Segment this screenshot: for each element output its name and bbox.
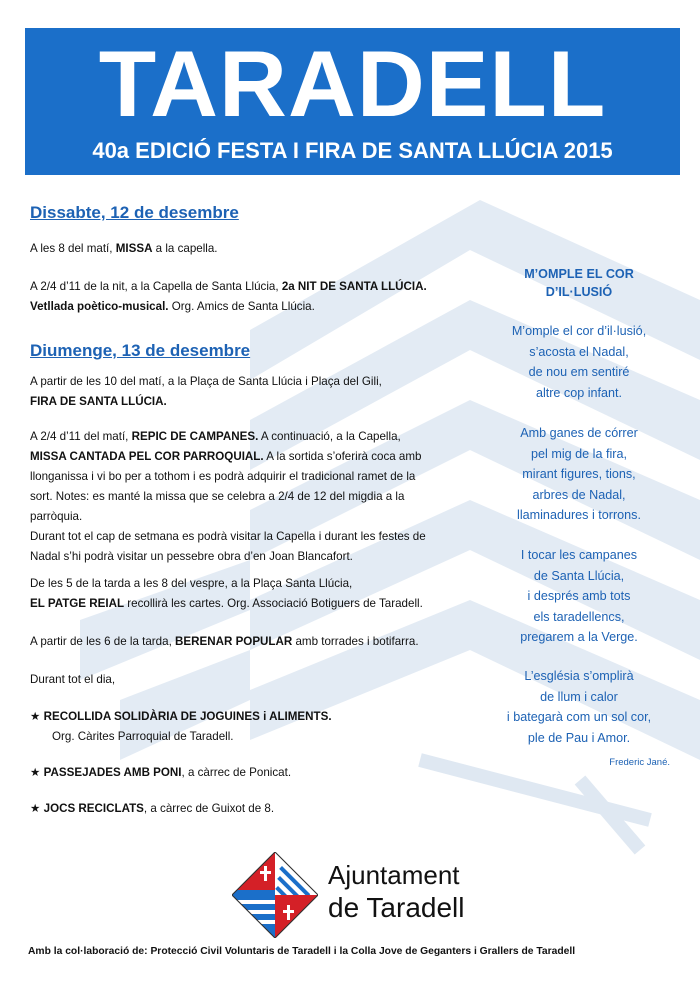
text: recollirà les cartes. Org. Associació Botiguers de Taradell. xyxy=(124,597,423,610)
text: llonganissa i vi bo per a tothom i es podrà adquirir el tradicional ramet de la xyxy=(30,470,416,483)
poem-line: M’omple el cor d’il·lusió, xyxy=(511,324,647,338)
logo-line-1: Ajuntament xyxy=(328,860,460,890)
bold-text: MISSA CANTADA PEL COR PARROQUIAL. xyxy=(30,450,264,463)
poem-line: Amb ganes de córrer xyxy=(520,426,638,440)
poem-line: els taradellencs, xyxy=(533,609,625,624)
poem-line: ple de Pau i Amor. xyxy=(527,730,631,745)
list-item xyxy=(30,707,332,747)
text: amb torrades i botifarra. xyxy=(292,635,419,648)
text: Nadal s’hi podrà visitar un pessebre obra d’en Joan Blancafort. xyxy=(30,550,353,563)
bold-text: PASSEJADES AMB PONI xyxy=(43,766,182,779)
poem-line: s’acosta el Nadal, xyxy=(529,344,629,359)
text: A continuació, a la Capella, xyxy=(258,430,401,443)
star-icon: ★ xyxy=(30,766,41,779)
poem-line: arbres de Nadal, xyxy=(532,487,626,502)
list-item xyxy=(30,763,291,783)
text: A 2/4 d’11 de la nit, a la Capella de Santa Llúcia, xyxy=(30,280,282,293)
sunday-heading: Diumenge, 13 de desembre xyxy=(30,341,251,360)
bold-text: REPIC DE CAMPANES. xyxy=(131,430,259,443)
poem-line: de nou em sentiré xyxy=(528,365,630,380)
text: A partir de les 6 de la tarda, xyxy=(30,635,176,648)
saturday-night xyxy=(30,277,495,317)
poem-line: i després amb tots xyxy=(527,589,631,604)
text: sort. Notes: es manté la missa que se celebra a 2/4 de 12 del migdia a la xyxy=(30,490,405,503)
poem-stanza-3 xyxy=(484,545,674,648)
logo-line-2: de Taradell xyxy=(328,892,465,923)
text: a la capella. xyxy=(152,242,218,255)
poem-stanza-2 xyxy=(484,423,674,526)
text: A la sortida s’oferirà coca amb xyxy=(263,450,422,463)
text: De les 5 de la tarda a les 8 del vespre, a la Plaça Santa Llúcia, xyxy=(30,577,353,590)
text: parròquia. xyxy=(30,510,83,523)
poem-title xyxy=(484,265,674,301)
poem-stanza-4 xyxy=(484,666,674,748)
text: , a càrrec de Ponicat. xyxy=(181,766,292,779)
list-item xyxy=(30,799,274,819)
bold-text: 2a NIT DE SANTA LLÚCIA. xyxy=(281,280,427,293)
bold-text: JOCS RECICLATS xyxy=(43,802,144,815)
poem-author: Frederic Jané. xyxy=(609,757,670,768)
text: M’OMPLE EL COR xyxy=(524,267,634,281)
text: Durant tot el cap de setmana es podrà visitar la Capella i durant les festes de xyxy=(30,530,426,543)
text: , a càrrec de Guixot de 8. xyxy=(143,802,275,815)
text: A les 8 del matí, xyxy=(30,242,116,255)
sunday-patge xyxy=(30,574,495,614)
text: D’IL·LUSIÓ xyxy=(545,285,613,299)
star-icon: ★ xyxy=(30,802,41,815)
page-subtitle: 40a EDICIÓ FESTA I FIRA DE SANTA LLÚCIA 2015 xyxy=(92,138,613,163)
page-title: TARADELL xyxy=(98,31,607,136)
poem-stanza-1 xyxy=(484,321,674,403)
bold-text: BERENAR POPULAR xyxy=(175,635,293,648)
poem-line: de Santa Llúcia, xyxy=(533,568,625,583)
bold-text: MISSA xyxy=(115,242,153,255)
bold-text: EL PATGE REIAL xyxy=(30,597,125,610)
poem-line: altre cop infant. xyxy=(535,385,623,400)
poem-line: llaminadures i torrons. xyxy=(517,508,641,523)
text: Org. Càrites Parroquial de Taradell. xyxy=(52,730,234,743)
sunday-fair xyxy=(30,372,495,412)
sunday-berenar xyxy=(30,632,495,652)
bold-text: Vetllada poètico-musical. xyxy=(30,300,169,313)
sunday-all-day: Durant tot el dia, xyxy=(30,673,116,686)
sunday-mass xyxy=(30,427,495,567)
bold-text: FIRA DE SANTA LLÚCIA. xyxy=(30,395,167,408)
text: Org. Amics de Santa Llúcia. xyxy=(168,300,315,313)
saturday-heading: Dissabte, 12 de desembre xyxy=(30,203,239,222)
poem-line: I tocar les campanes xyxy=(520,548,638,562)
text: A partir de les 10 del matí, a la Plaça de Santa Llúcia i Plaça del Gili, xyxy=(30,375,382,388)
footer-collaboration: Amb la col·laboració de: Protecció Civil Voluntaris de Taradell i la Colla Jove de Geganters i Grallers de Taradell xyxy=(28,946,576,957)
poem-line: pregarem a la Verge. xyxy=(520,630,638,645)
text: A 2/4 d’11 del matí, xyxy=(30,430,132,443)
poem-line: i bategarà com un sol cor, xyxy=(506,710,652,725)
ajuntament-logo-icon xyxy=(232,852,318,938)
star-icon: ★ xyxy=(30,710,41,723)
poem-line: L’església s’omplirà xyxy=(524,669,634,683)
saturday-mass xyxy=(30,239,495,259)
poem-line: de llum i calor xyxy=(540,689,618,704)
poem-line: pel mig de la fira, xyxy=(531,446,627,461)
header-banner xyxy=(25,28,680,175)
bold-text: RECOLLIDA SOLIDÀRIA DE JOGUINES i ALIMENTS. xyxy=(43,710,332,723)
poem-line: mirant figures, tions, xyxy=(522,467,636,482)
